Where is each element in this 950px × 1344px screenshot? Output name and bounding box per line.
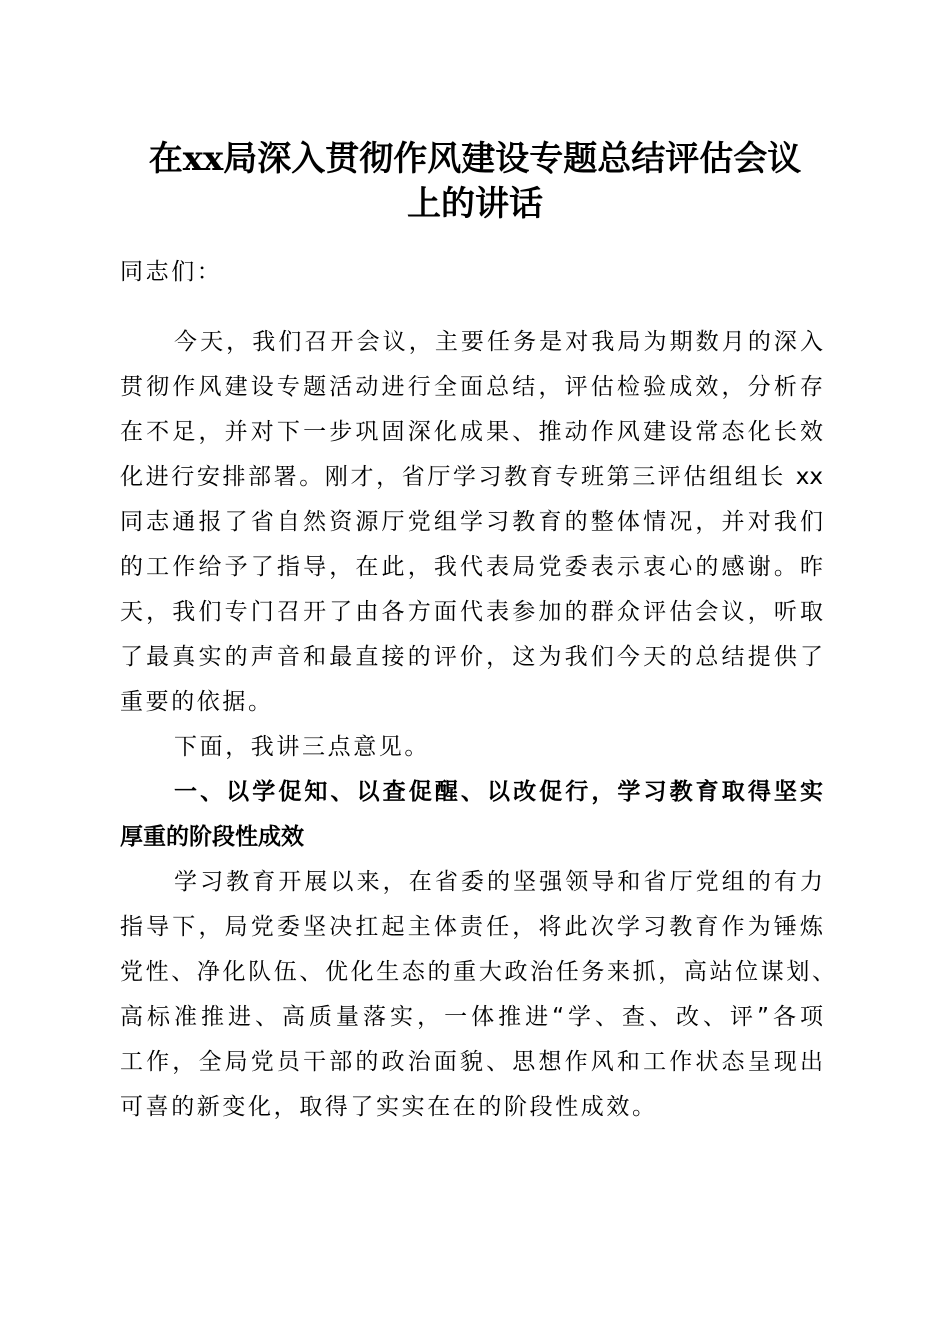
paragraph-achievements — [120, 860, 835, 1130]
title-line: 在xx局深入贯彻作风建设专题总结评估会议 — [148, 139, 802, 179]
text-line: 了最真实的声音和最直接的评价，这为我们今天的总结提供了 — [120, 644, 823, 670]
heading-line: 一、以学促知、以查促醒、以改促行，学习教育取得坚实 — [174, 779, 823, 805]
salutation: 同志们： — [120, 259, 223, 285]
paragraph-intro — [120, 320, 823, 725]
text-line: 重要的依据。 — [120, 689, 274, 715]
text-line: 在不足，并对下一步巩固深化成果、推动作风建设常态化长效 — [120, 419, 823, 445]
text-line: 指导下，局党委坚决扛起主体责任，将此次学习教育作为锤炼 — [120, 914, 823, 940]
document-body — [120, 250, 835, 1130]
text-line: 化进行安排部署。刚才，省厅学习教育专班第三评估组组长 xx — [120, 464, 823, 490]
text-line: 贯彻作风建设专题活动进行全面总结，评估检验成效，分析存 — [120, 374, 823, 400]
text-line: 党性、净化队伍、优化生态的重大政治任务来抓，高站位谋划、 — [120, 959, 835, 985]
text-line: 高标准推进、高质量落实，一体推进“学、查、改、评”各项 — [120, 1004, 823, 1030]
text-line: 今天，我们召开会议，主要任务是对我局为期数月的深入 — [174, 329, 823, 355]
text-line: 可喜的新变化，取得了实实在在的阶段性成效。 — [120, 1094, 658, 1120]
document-title — [0, 137, 950, 227]
title-line: 上的讲话 — [407, 184, 543, 224]
text-line: 天，我们专门召开了由各方面代表参加的群众评估会议，听取 — [120, 599, 823, 625]
paragraph-transition: 下面，我讲三点意见。 — [174, 734, 430, 760]
heading-line: 厚重的阶段性成效 — [120, 824, 304, 850]
section-heading — [120, 770, 823, 860]
text-line: 学习教育开展以来，在省委的坚强领导和省厅党组的有力 — [174, 869, 823, 895]
text-line: 工作，全局党员干部的政治面貌、思想作风和工作状态呈现出 — [120, 1049, 823, 1075]
text-line: 的工作给予了指导，在此，我代表局党委表示衷心的感谢。昨 — [120, 554, 823, 580]
text-line: 同志通报了省自然资源厅党组学习教育的整体情况，并对我们 — [120, 509, 823, 535]
